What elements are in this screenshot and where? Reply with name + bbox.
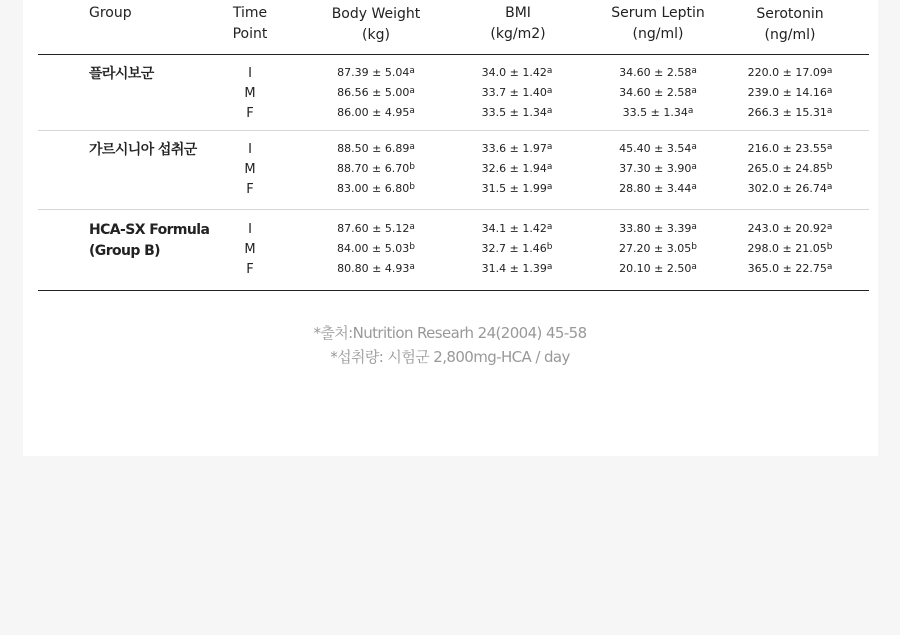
significance-letter: a	[546, 106, 553, 116]
bmi-cell	[447, 219, 587, 239]
cell-value: 33.7 ± 1.40	[481, 86, 547, 99]
significance-letter: a	[691, 142, 697, 152]
significance-letter: a	[826, 262, 833, 272]
cell-value: 28.80 ± 3.44	[619, 182, 692, 195]
significance-letter: a	[409, 66, 415, 76]
significance-letter: b	[409, 182, 415, 192]
cell-value: 88.70 ± 6.70	[337, 162, 410, 175]
significance-letter: a	[409, 106, 415, 116]
time-point-cell: M	[244, 242, 256, 257]
cell-value: 20.10 ± 2.50	[619, 262, 692, 275]
significance-letter: a	[409, 86, 415, 96]
significance-letter: a	[546, 262, 553, 272]
cell-value: 302.0 ± 26.74	[747, 182, 827, 195]
bmi-cell	[447, 103, 587, 123]
significance-letter: a	[691, 86, 697, 96]
significance-letter: a	[409, 262, 415, 272]
cell-value: 33.80 ± 3.39	[619, 222, 692, 235]
group-name: 플라시보군	[89, 66, 154, 82]
significance-letter: a	[409, 222, 415, 232]
cell-value: 33.5 ± 1.34	[622, 106, 688, 119]
cell-value: 243.0 ± 20.92	[747, 222, 827, 235]
cell-value: 31.4 ± 1.39	[481, 262, 547, 275]
serum-leptin-cell	[588, 259, 728, 279]
cell-value: 239.0 ± 14.16	[747, 86, 827, 99]
source-footnote: *출처:Nutrition Researh 24(2004) 45-58	[313, 324, 587, 342]
significance-letter: a	[826, 182, 833, 192]
significance-letter: a	[546, 162, 553, 172]
serotonin-cell	[720, 219, 860, 239]
body-weight-cell	[306, 83, 446, 103]
serotonin-cell	[720, 63, 860, 83]
cell-value: 34.1 ± 1.42	[481, 222, 547, 235]
cell-value: 265.0 ± 24.85	[747, 162, 827, 175]
significance-letter: a	[691, 262, 697, 272]
serum-leptin-cell	[588, 239, 728, 259]
significance-letter: a	[409, 142, 415, 152]
cell-value: 86.56 ± 5.00	[337, 86, 410, 99]
serotonin-cell	[720, 259, 860, 279]
header-group: Group	[89, 5, 132, 21]
serum-leptin-cell	[588, 103, 728, 123]
significance-letter: a	[691, 182, 697, 192]
significance-letter: b	[691, 242, 697, 252]
group-divider	[38, 130, 869, 131]
cell-value: 45.40 ± 3.54	[619, 142, 692, 155]
serum-leptin-cell	[588, 139, 728, 159]
cell-value: 34.0 ± 1.42	[481, 66, 547, 79]
significance-letter: a	[691, 222, 697, 232]
significance-letter: a	[546, 182, 553, 192]
time-point-cell: I	[248, 66, 252, 81]
serotonin-cell	[720, 159, 860, 179]
significance-letter: a	[826, 86, 833, 96]
significance-letter: b	[826, 242, 833, 252]
cell-value: 27.20 ± 3.05	[619, 242, 692, 255]
cell-value: 37.30 ± 3.90	[619, 162, 692, 175]
cell-value: 83.00 ± 6.80	[337, 182, 410, 195]
cell-value: 216.0 ± 23.55	[747, 142, 827, 155]
significance-letter: b	[409, 162, 415, 172]
time-point-cell: M	[244, 162, 256, 177]
body-weight-cell	[306, 219, 446, 239]
header-serum-leptin: Serum Leptin (ng/ml)	[611, 5, 705, 42]
significance-letter: a	[826, 106, 833, 116]
cell-value: 298.0 ± 21.05	[747, 242, 827, 255]
bmi-cell	[447, 63, 587, 83]
significance-letter: a	[687, 106, 694, 116]
serotonin-cell	[720, 139, 860, 159]
header-body-weight: Body Weight (kg)	[331, 6, 421, 43]
body-weight-cell	[306, 139, 446, 159]
time-point-cell: M	[244, 86, 256, 101]
cell-value: 266.3 ± 15.31	[747, 106, 827, 119]
cell-value: 88.50 ± 6.89	[337, 142, 410, 155]
significance-letter: a	[546, 66, 553, 76]
body-weight-cell	[306, 259, 446, 279]
group-divider	[38, 209, 869, 210]
header-time-point: Time Point	[232, 5, 268, 42]
bmi-cell	[447, 139, 587, 159]
significance-letter: a	[546, 86, 553, 96]
body-weight-cell	[306, 239, 446, 259]
cell-value: 220.0 ± 17.09	[747, 66, 827, 79]
bmi-cell	[447, 259, 587, 279]
time-point-cell: I	[248, 142, 252, 157]
significance-letter: a	[691, 162, 697, 172]
serum-leptin-cell	[588, 83, 728, 103]
significance-letter: a	[826, 142, 833, 152]
cell-value: 32.7 ± 1.46	[481, 242, 547, 255]
serum-leptin-cell	[588, 219, 728, 239]
cell-value: 86.00 ± 4.95	[337, 106, 410, 119]
body-weight-cell	[306, 179, 446, 199]
significance-letter: b	[546, 242, 553, 252]
table-bottom-rule	[38, 290, 869, 291]
body-weight-cell	[306, 63, 446, 83]
significance-letter: a	[546, 222, 553, 232]
bmi-cell	[447, 159, 587, 179]
cell-value: 34.60 ± 2.58	[619, 66, 692, 79]
group-name: HCA-SX Formula (Group B)	[89, 222, 210, 259]
significance-letter: b	[826, 162, 833, 172]
body-weight-cell	[306, 103, 446, 123]
significance-letter: a	[826, 222, 833, 232]
cell-value: 84.00 ± 5.03	[337, 242, 410, 255]
serotonin-cell	[720, 103, 860, 123]
time-point-cell: F	[246, 106, 254, 121]
serotonin-cell	[720, 239, 860, 259]
significance-letter: a	[826, 66, 833, 76]
cell-value: 365.0 ± 22.75	[747, 262, 827, 275]
cell-value: 33.5 ± 1.34	[481, 106, 547, 119]
cell-value: 33.6 ± 1.97	[481, 142, 547, 155]
bmi-cell	[447, 239, 587, 259]
serum-leptin-cell	[588, 63, 728, 83]
cell-value: 32.6 ± 1.94	[481, 162, 547, 175]
body-weight-cell	[306, 159, 446, 179]
header-rule	[38, 54, 869, 55]
cell-value: 31.5 ± 1.99	[481, 182, 547, 195]
bmi-cell	[447, 179, 587, 199]
serotonin-cell	[720, 179, 860, 199]
intake-footnote: *섭취량: 시험군 2,800mg-HCA / day	[330, 348, 570, 366]
bmi-cell	[447, 83, 587, 103]
time-point-cell: F	[246, 262, 254, 277]
header-bmi: BMI (kg/m2)	[490, 5, 546, 42]
serum-leptin-cell	[588, 159, 728, 179]
serum-leptin-cell	[588, 179, 728, 199]
cell-value: 87.39 ± 5.04	[337, 66, 410, 79]
cell-value: 87.60 ± 5.12	[337, 222, 410, 235]
significance-letter: a	[691, 66, 697, 76]
cell-value: 80.80 ± 4.93	[337, 262, 410, 275]
cell-value: 34.60 ± 2.58	[619, 86, 692, 99]
group-name: 가르시니아 섭취군	[89, 142, 197, 158]
significance-letter: b	[409, 242, 415, 252]
header-serotonin: Serotonin (ng/ml)	[756, 6, 824, 43]
serotonin-cell	[720, 83, 860, 103]
time-point-cell: F	[246, 182, 254, 197]
time-point-cell: I	[248, 222, 252, 237]
significance-letter: a	[546, 142, 553, 152]
